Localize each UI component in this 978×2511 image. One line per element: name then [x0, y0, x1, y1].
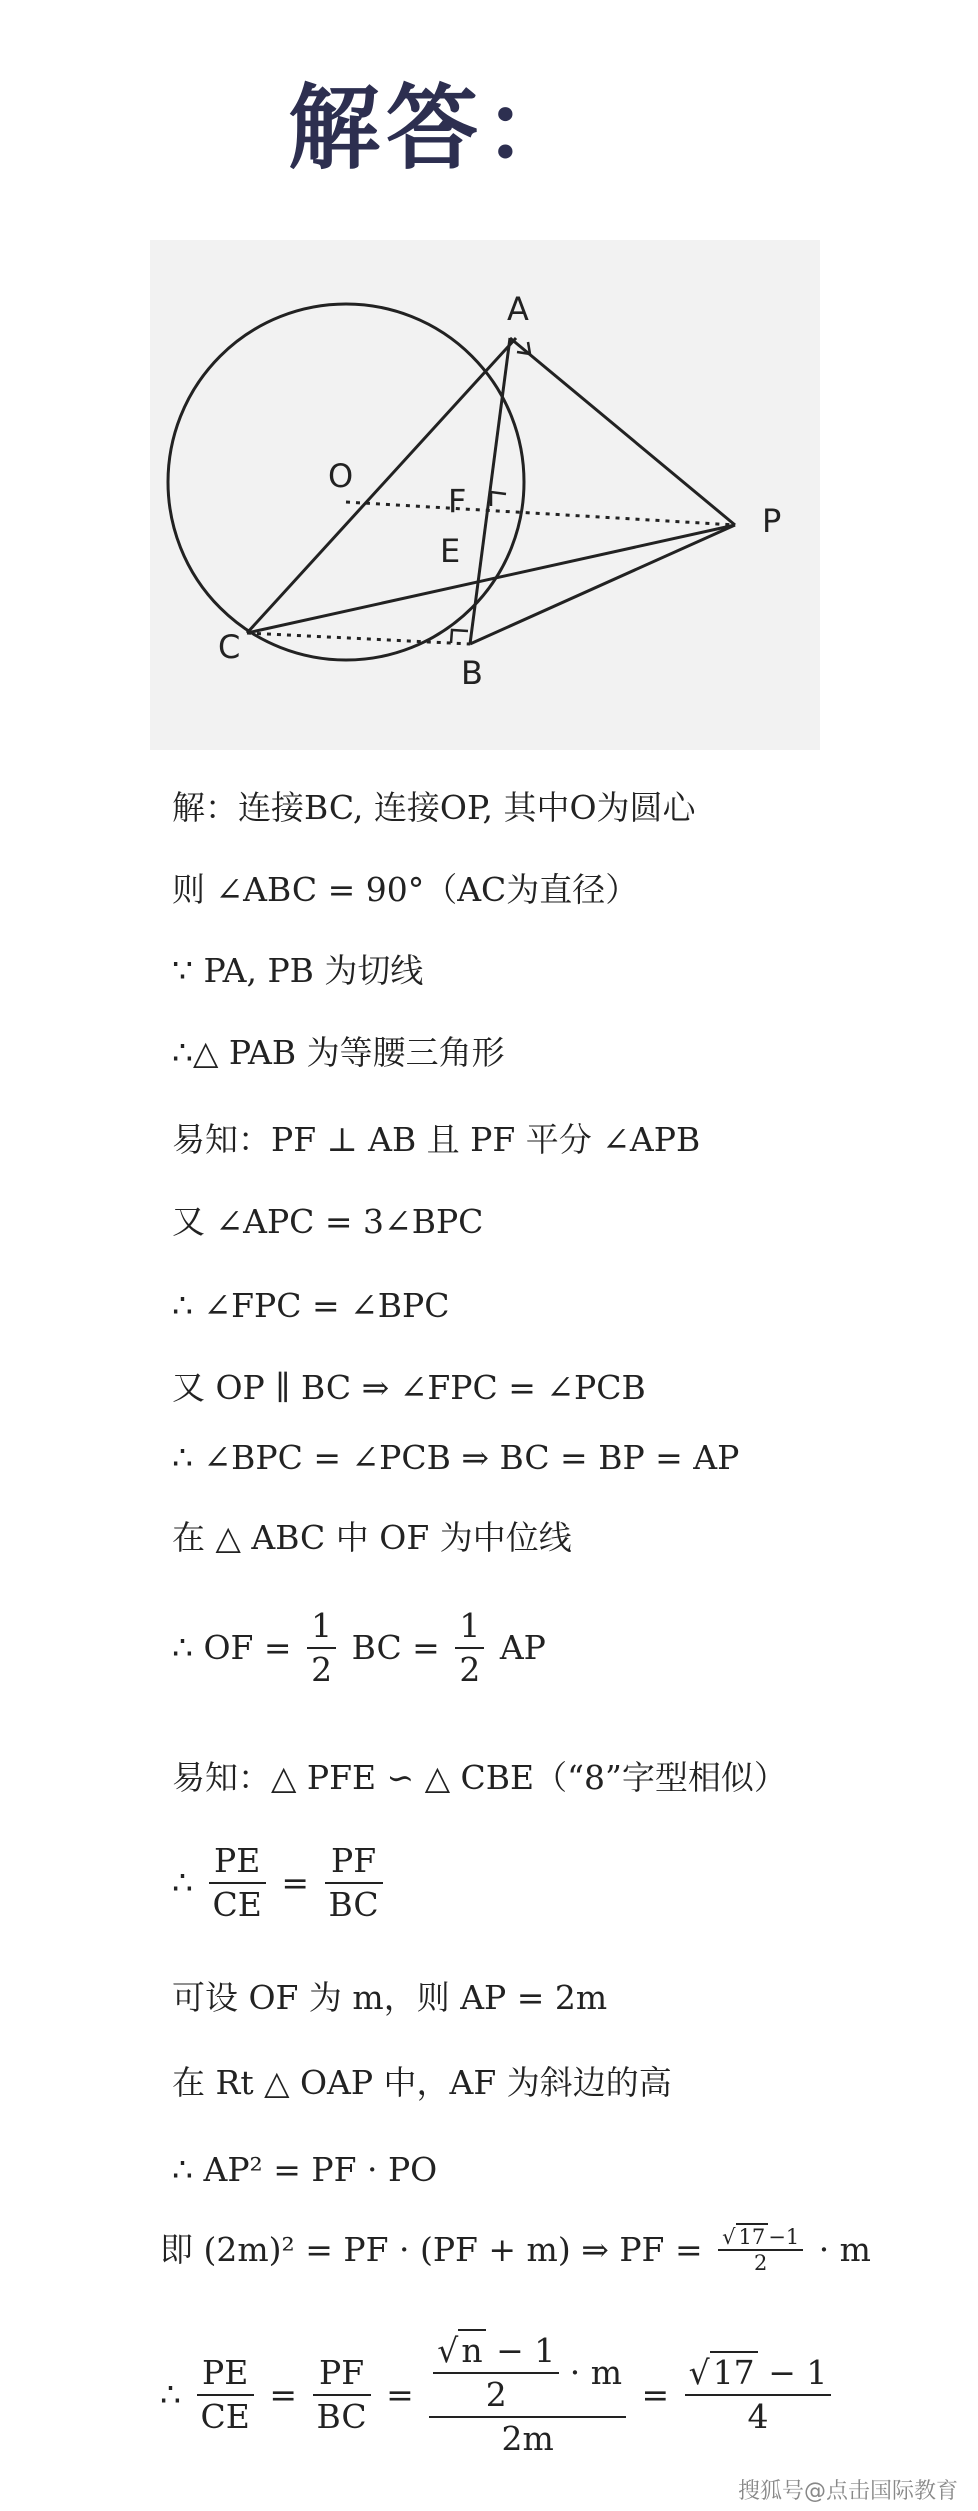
geometry-figure	[150, 240, 820, 750]
right-angle-mark-b	[451, 630, 468, 643]
solution-line-1: 解：连接BC, 连接OP, 其中O为圆心	[172, 788, 696, 827]
inner-fraction	[433, 2330, 559, 2416]
fraction-denominator: BC	[328, 1885, 379, 1924]
equals-sign: =	[641, 2375, 670, 2414]
label-f: F	[448, 482, 467, 520]
sqrt-argument: 17	[736, 2223, 769, 2249]
solution-line-17	[160, 2225, 871, 2275]
fraction-half-2	[455, 1605, 484, 1691]
inner-denominator: 2	[485, 2375, 507, 2414]
fraction-pf-value	[718, 2225, 803, 2275]
fraction-numerator: PF	[331, 1841, 377, 1880]
fraction-numerator: PE	[202, 2353, 249, 2392]
solution-line-13	[172, 1840, 388, 1926]
numerator-tail: − 1	[768, 2353, 828, 2392]
eq-suffix: · m	[818, 2229, 871, 2269]
fraction-denominator: CE	[212, 1885, 262, 1924]
fraction-half-1	[307, 1605, 336, 1691]
solution-line-12: 易知：△ PFE ∽ △ CBE（“8”字型相似）	[172, 1758, 787, 1797]
sqrt-sign: √	[722, 2225, 736, 2249]
solution-line-9: ∴ ∠BPC = ∠PCB ⇒ BC = BP = AP	[172, 1438, 740, 1477]
label-b: B	[461, 654, 483, 692]
fraction-denominator: CE	[200, 2397, 250, 2436]
fraction-denominator: 4	[747, 2397, 769, 2436]
watermark: 搜狐号@点击国际教育	[737, 2479, 958, 2504]
fraction-pe-ce	[197, 2352, 254, 2438]
eq-suffix: AP	[499, 1628, 546, 1667]
fraction-numerator: 1	[459, 1606, 481, 1645]
solution-line-15: 在 Rt △ OAP 中，AF 为斜边的高	[172, 2063, 672, 2102]
eq-prefix: ∴ OF =	[172, 1628, 292, 1667]
solution-line-2: 则 ∠ABC = 90°（AC为直径）	[172, 870, 639, 909]
times-m: · m	[569, 2353, 622, 2392]
therefore-symbol: ∴	[172, 1863, 193, 1902]
compound-fraction	[429, 2330, 626, 2460]
segment-ap	[510, 338, 735, 525]
segment-ac	[247, 338, 516, 633]
solution-line-4: ∴△ PAB 为等腰三角形	[172, 1033, 505, 1072]
eq-prefix: 即 (2m)² = PF · (PF + m) ⇒ PF =	[160, 2229, 703, 2269]
solution-line-11	[172, 1605, 546, 1691]
fraction-pe-ce	[209, 1840, 266, 1926]
solution-line-3: ∵ PA, PB 为切线	[172, 951, 424, 990]
label-e: E	[440, 532, 461, 570]
solution-line-5: 易知：PF ⊥ AB 且 PF 平分 ∠APB	[172, 1120, 701, 1159]
right-angle-mark-f	[491, 492, 506, 506]
sqrt-argument: 17	[710, 2351, 758, 2392]
fraction-denominator: 2	[459, 1650, 481, 1689]
solution-line-10: 在 △ ABC 中 OF 为中位线	[172, 1518, 572, 1557]
solution-line-7: ∴ ∠FPC = ∠BPC	[172, 1286, 450, 1325]
numerator-tail: − 1	[496, 2331, 556, 2370]
fraction-numerator: PF	[319, 2353, 365, 2392]
solution-line-18	[160, 2330, 836, 2460]
page-title: 解答：	[287, 75, 582, 182]
label-p: P	[762, 502, 782, 540]
label-o: O	[328, 457, 354, 495]
equals-sign: =	[386, 2375, 414, 2414]
segment-pc	[247, 525, 735, 633]
therefore-symbol: ∴	[160, 2375, 181, 2414]
numerator-tail: −1	[768, 2225, 800, 2249]
result-fraction	[685, 2352, 832, 2438]
sqrt-sign: √	[437, 2331, 459, 2370]
sqrt-argument: n	[458, 2329, 485, 2370]
fraction-pf-bc	[313, 2352, 371, 2438]
equals-sign: =	[281, 1863, 309, 1902]
fraction-numerator	[718, 2225, 803, 2249]
fraction-denominator: 2	[311, 1650, 333, 1689]
fraction-denominator: 2m	[501, 2419, 554, 2458]
fraction-numerator: 1	[311, 1606, 333, 1645]
solution-line-16: ∴ AP² = PF · PO	[172, 2150, 438, 2189]
fraction-numerator: PE	[214, 1841, 261, 1880]
fraction-pf-bc	[325, 1840, 383, 1926]
fraction-numerator	[685, 2352, 832, 2394]
geometry-diagram	[150, 240, 820, 750]
fraction-denominator: 2	[753, 2250, 768, 2275]
solution-line-8: 又 OP ∥ BC ⇒ ∠FPC = ∠PCB	[172, 1368, 646, 1407]
sqrt-sign: √	[688, 2353, 710, 2392]
label-c: C	[218, 628, 241, 666]
inner-numerator	[433, 2330, 559, 2372]
fraction-denominator: BC	[316, 2397, 367, 2436]
solution-line-14: 可设 OF 为 m，则 AP = 2m	[172, 1978, 608, 2017]
fraction-numerator	[429, 2330, 626, 2416]
segment-op-dotted	[346, 502, 735, 525]
label-a: A	[507, 290, 529, 328]
solution-line-6: 又 ∠APC = 3∠BPC	[172, 1202, 484, 1241]
eq-middle: BC =	[351, 1628, 440, 1667]
equals-sign: =	[269, 2375, 297, 2414]
segment-pb	[470, 525, 735, 644]
